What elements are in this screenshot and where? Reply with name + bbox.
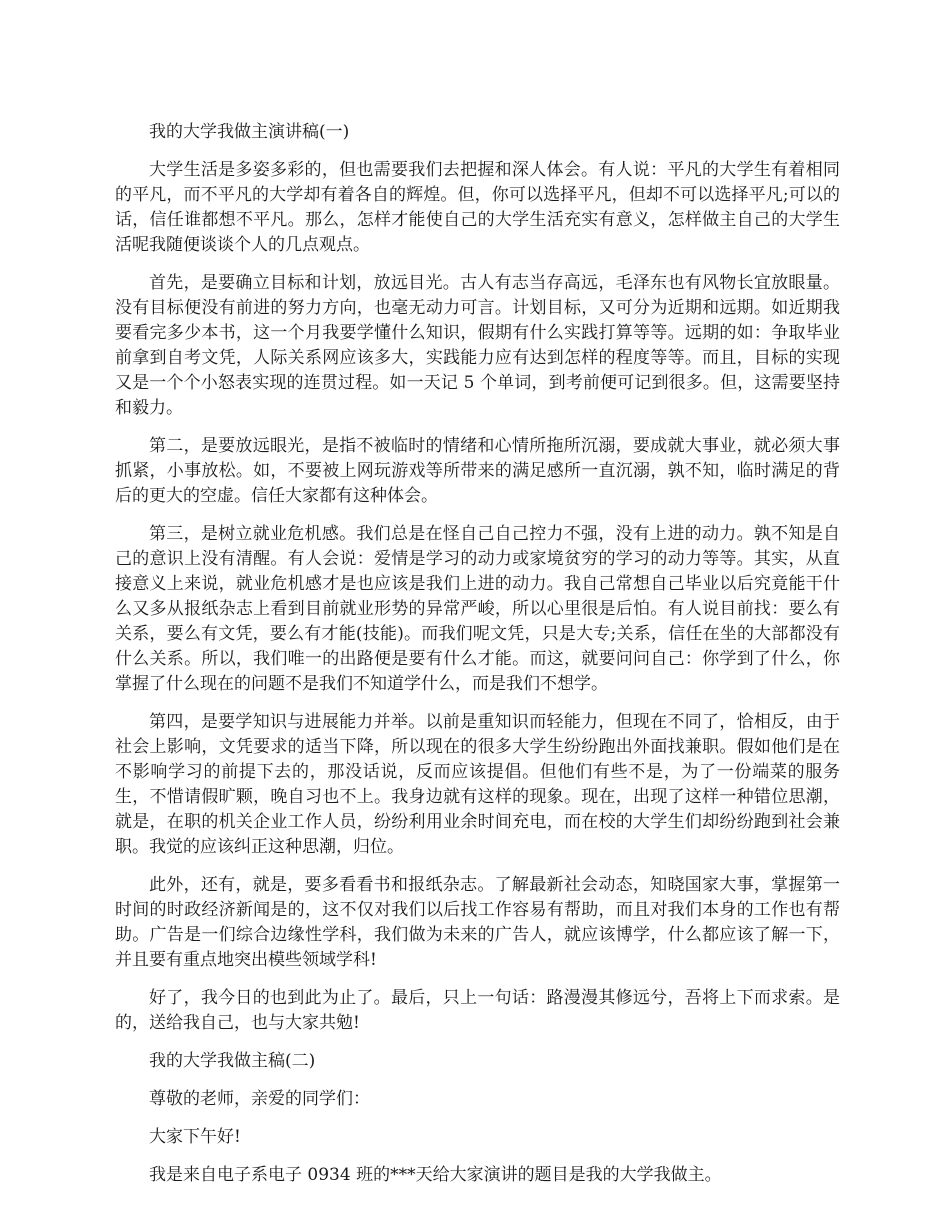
greeting: 大家下午好!: [149, 1127, 241, 1147]
paragraph-fourth-point: 第四，是要学知识与进展能力并举。以前是重知识而轻能力，但现在不同了，恰相反，由于社会上影响，文凭要求的适当下降，所以现在的很多大学生纷纷跑出外面找兼职。假如他们是在不影响学习的前提下去的，那没话说，反而应该提倡。但他们有些不是，为了一份端菜的服务生，不惜请假旷颗，晚自习也不上。我身边就有这样的现象。现在，出现了这样一种错位思潮，就是，在职的机关企业工作人员，纷纷利用业余时间充电，而在校的大学生们却纷纷跑到社会兼职。我觉的应该纠正这种思潮，归位。: [115, 712, 840, 857]
paragraph-intro: 大学生活是多姿多彩的，但也需要我们去把握和深人体会。有人说：平凡的大学生有着相同的平凡，而不平凡的大学却有着各自的辉煌。但，你可以选择平凡，但却不可以选择平凡;可以的话，信任谁都想不平凡。那么，怎样才能使自己的大学生活充实有意义，怎样做主自己的大学生活呢我随便谈谈个人的几点观点。: [115, 160, 840, 255]
speaker-intro: 我是来自电子系电子 0934 班的***天给大家演讲的题目是我的大学我做主。: [149, 1165, 722, 1185]
paragraph-second-point: 第二，是要放远眼光，是指不被临时的情绪和心情所拖所沉溺，要成就大事业，就必须大事抓紧，小事放松。如，不要被上网玩游戏等所带来的满足感所一直沉溺，孰不知，临时满足的背后的更大的空虚。信任大家都有这种体会。: [115, 436, 840, 506]
paragraph-first-point: 首先，是要确立目标和计划，放远目光。古人有志当存高远，毛泽东也有风物长宜放眼量。没有目标便没有前进的努力方向，也毫无动力可言。计划目标，又可分为近期和远期。如近期我要看完多少本书，这一个月我要学懂什么知识，假期有什么实践打算等等。远期的如：争取毕业前拿到自考文凭，人际关系网应该多大，实践能力应有达到怎样的程度等等。而且，目标的实现又是一个个小怒表实现的连贯过程。如一天记 5 个单词，到考前便可记到很多。但，这需要坚持和毅力。: [115, 273, 840, 418]
document-page: [115, 120, 840, 1201]
paragraph-additional-point: 此外，还有，就是，要多看看书和报纸杂志。了解最新社会动态，知晓国家大事，掌握第一时间的时政经济新闻是的，这不仅对我们以后找工作容易有帮助，而且对我们本身的工作也有帮助。广告是一们综合边缘性学科，我们做为未来的广告人，就应该博学，什么都应该了解一下，并且要有重点地突出模些领域学科!: [115, 875, 840, 970]
salutation: 尊敬的老师，亲爱的同学们：: [149, 1089, 370, 1109]
speech-title-2: 我的大学我做主稿(二): [149, 1051, 316, 1071]
paragraph-third-point: 第三，是树立就业危机感。我们总是在怪自己自己控力不强，没有上进的动力。孰不知是自己的意识上没有清醒。有人会说：爱情是学习的动力或家境贫穷的学习的动力等等。其实，从直接意义上来说，就业危机感才是也应该是我们上进的动力。我自己常想自己毕业以后究竟能干什么又多从报纸杂志上看到目前就业形势的异常严峻，所以心里很是后怕。有人说目前找：要么有关系，要么有文凭，要么有才能(技能)。而我们呢文凭，只是大专;关系，信任在坐的大部都没有什么关系。所以，我们唯一的出路便是要有什么才能。而这，就要问问自己：你学到了什么，你掌握了什么现在的问题不是我们不知道学什么，而是我们不想学。: [115, 524, 840, 694]
paragraph-conclusion: 好了，我今日的也到此为止了。最后，只上一句话：路漫漫其修远兮，吾将上下而求索。是的，送给我自己，也与大家共勉!: [115, 988, 840, 1033]
speech-title-1: 我的大学我做主演讲稿(一): [149, 122, 350, 142]
